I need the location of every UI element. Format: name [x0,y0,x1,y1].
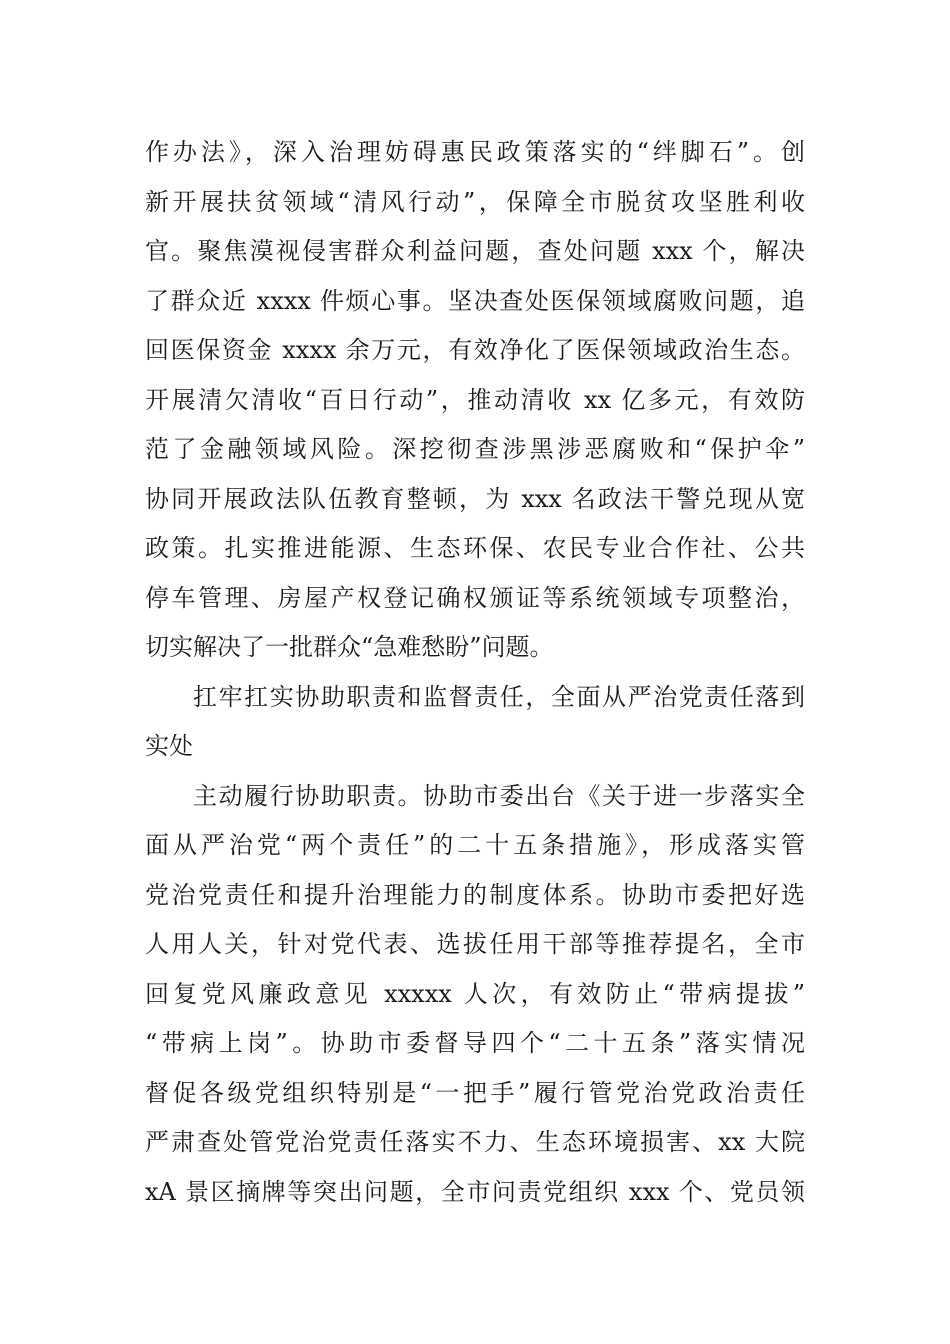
text-line: 回复党风廉政意见 xxxxx 人次，有效防止“带病提拔” [145,979,805,1008]
text-line: 党治党责任和提升治理能力的制度体系。协助市委把好选 [145,880,805,909]
paragraph-2-heading [145,673,805,772]
text-line: 停车管理、房屋产权登记确权颁证等系统领域专项整治， [145,583,805,612]
text-line: 面从严治党“两个责任”的二十五条措施》，形成落实管 [145,831,805,859]
text-line: 政策。扎实推进能源、生态环保、农民专业合作社、公共 [145,534,805,562]
text-line: 督促各级党组织特别是“一把手”履行管党治党政治责任 [145,1078,805,1107]
text-line: 范了金融领域风险。深挖彻查涉黑涉恶腐败和“保护伞” [145,435,805,463]
text-line: 协同开展政法队伍教育整顿，为 xxx 名政法干警兑现从宽 [145,484,805,513]
text-line: 人用人关，针对党代表、选拔任用干部等推荐提名，全市 [145,930,805,958]
text-line: 主动履行协助职责。协助市委出台《关于进一步落实全 [193,781,805,810]
paragraph-3 [145,772,805,1218]
text-line: 实处 [145,732,193,760]
text-line: 官。聚焦漠视侵害群众利益问题，查处问题 xxx 个，解决 [145,237,805,265]
text-line: 回医保资金 xxxx 余万元，有效净化了医保领域政治生态。 [145,336,805,364]
paragraph-1 [145,128,805,673]
text-line: “带病上岗”。协助市委督导四个“二十五条”落实情况 [145,1029,805,1057]
text-line: 严肃查处管党治党责任落实不力、生态环境损害、xx 大院 [145,1128,805,1156]
text-line: 切实解决了一批群众“急难愁盼”问题。 [145,633,554,661]
text-line: 开展清欠清收“百日行动”，推动清收 xx 亿多元，有效防 [145,385,805,414]
body-text [145,128,805,1217]
text-line: 作办法》，深入治理妨碍惠民政策落实的“绊脚石”。创 [145,138,805,166]
text-line: 新开展扶贫领域“清风行动”，保障全市脱贫攻坚胜利收 [145,187,805,216]
text-line: xA 景区摘牌等突出问题，全市问责党组织 xxx 个、党员领 [145,1177,805,1206]
text-line: 扛牢扛实协助职责和监督责任，全面从严治党责任落到 [193,682,805,711]
text-line: 了群众近 xxxx 件烦心事。坚决查处医保领域腐败问题，追 [145,286,805,315]
